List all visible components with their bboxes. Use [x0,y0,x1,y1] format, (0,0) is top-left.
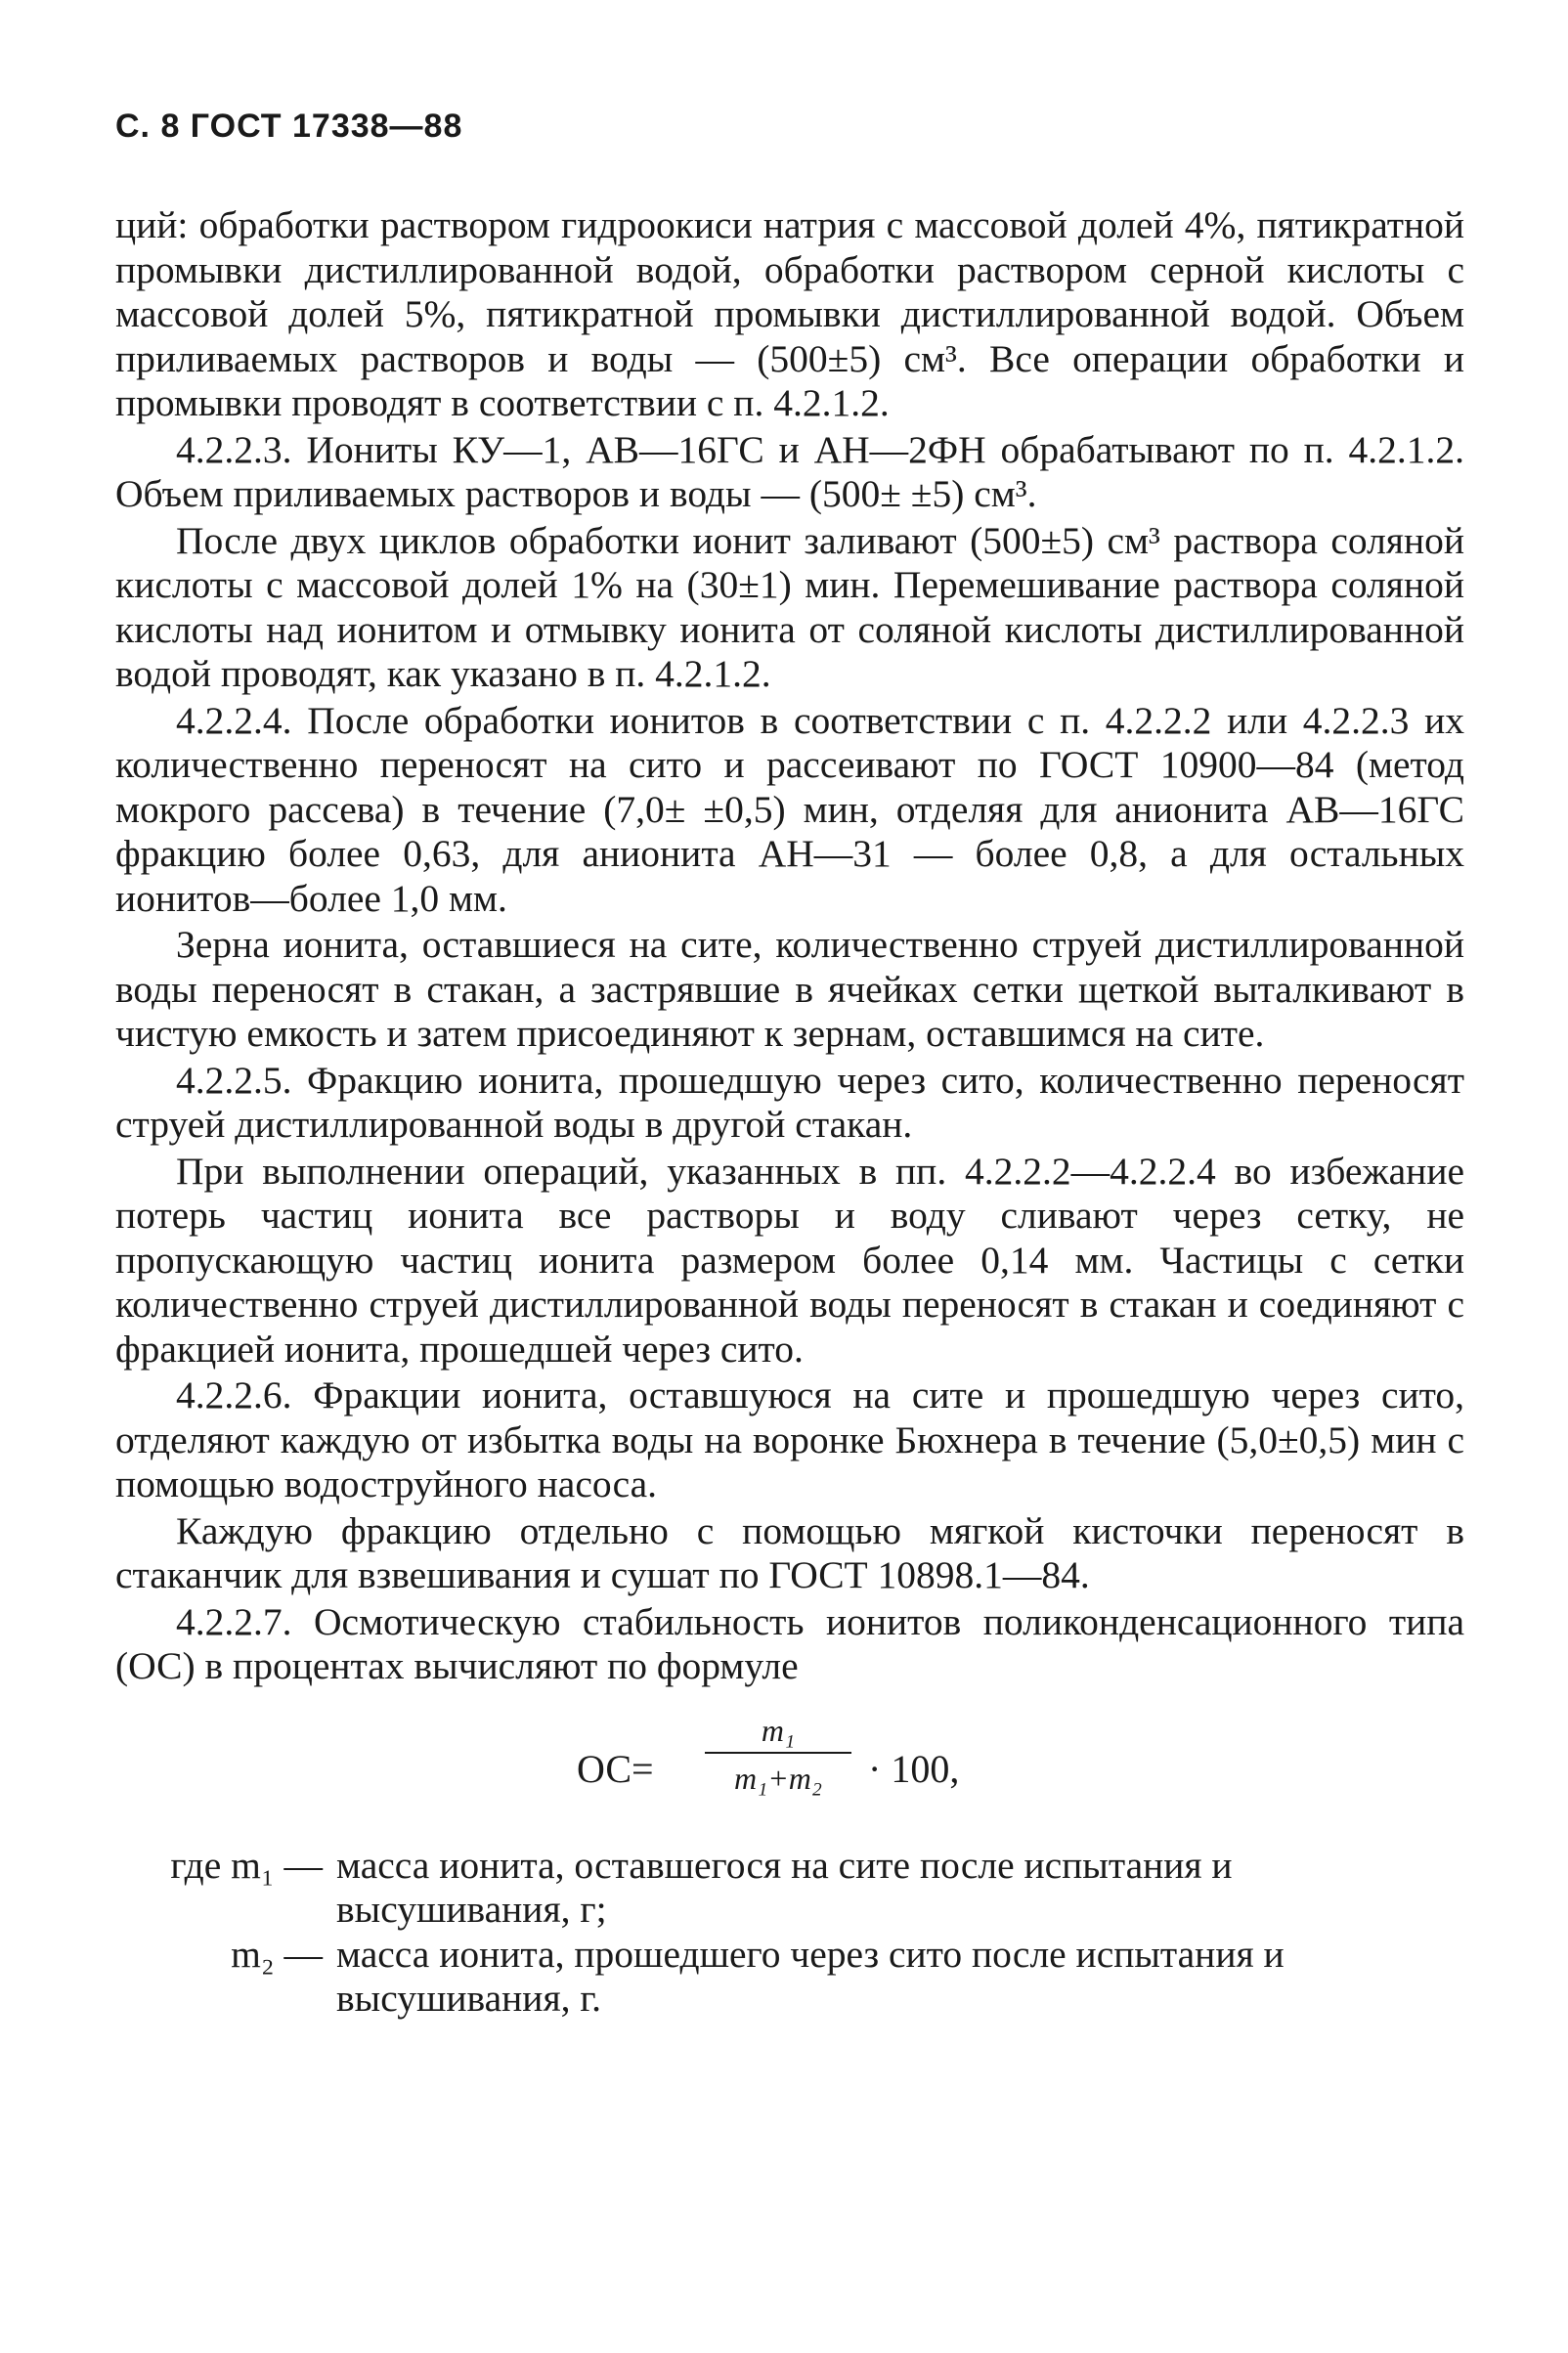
page-header: С. 8 ГОСТ 17338—88 [115,108,463,145]
definition-m2 [115,1933,1464,2022]
paragraph-3: После двух циклов обработки ионит заливают (500±5) см³ раствора соляной кислоты с массовой долей 1% на (30±1) мин. Перемешивание раствора соляной кислоты над ионитом и отмывку ионита от соляной кислоты дистиллированной водой проводят, как указано в п. 4.2.1.2. [115,518,1464,695]
paragraph-2: 4.2.2.3. Иониты КУ—1, АВ—16ГС и АН—2ФН обрабатывают по п. 4.2.1.2. Объем приливаемых растворов и воды — (500± ±5) см³. [115,427,1464,515]
definition-m1 [115,1844,1464,1933]
paragraph-7: При выполнении операций, указанных в пп. 4.2.2.2—4.2.2.4 во избежание потерь частиц ионита все растворы и воду сливают через сетку, не пропускающую частиц ионита размером более 0,14 мм. Частицы с сетки количественно струей дистиллированной воды переносят в стакан и соединяют с фракцией ионита, прошедшей через сито. [115,1149,1464,1371]
formula-os [115,1709,1464,1826]
paragraph-1: ций: обработки раствором гидроокиси натрия с массовой долей 4%, пятикратной промывки дистиллированной водой, обработки раствором серной кислоты с массовой долей 5%, пятикратной промывки дистиллированной водой. Объем приливаемых растворов и воды — (500±5) см³. Все операции обработки и промывки проводят в соответствии с п. 4.2.1.2. [115,203,1464,424]
document-page [115,108,1464,2022]
definition-term: m₂ — [231,1932,323,1976]
paragraph-5: Зерна ионита, оставшиеся на сите, количественно струей дистиллированной воды переносят в стакан, а застрявшие в ячейках сетки щеткой выталкивают в чистую емкость и затем присоединяют к зернам, оставшимся на сите. [115,923,1464,1055]
paragraph-10: 4.2.2.7. Осмотическую стабильность ионитов поликонденсационного типа (ОС) в процентах вычисляют по формуле [115,1599,1464,1687]
formula-denominator: m₁+m₂ [733,1760,823,1796]
paragraph-4: 4.2.2.4. После обработки ионитов в соответствии с п. 4.2.2.2 или 4.2.2.3 их количественно переносят на сито и рассеивают по ГОСТ 10900—84 (метод мокрого рассева) в течение (7,0± ±0,5) мин, отделяя для анионита АВ—16ГС фракцию более 0,63, для анионита АН—31 — более 0,8, а для остальных ионитов—более 1,0 мм. [115,698,1464,920]
paragraph-6: 4.2.2.5. Фракцию ионита, прошедшую через сито, количественно переносят струей дистиллированной воды в другой стакан. [115,1058,1464,1146]
definitions-list [115,1844,1464,2022]
formula-lhs: ОС= [577,1746,654,1791]
formula-numerator: m₁ [761,1712,796,1748]
paragraph-8: 4.2.2.6. Фракции ионита, оставшуюся на сите и прошедшую через сито, отделяют каждую от избытка воды на воронке Бюхнера в течение (5,0±0,5) мин с помощью водоструйного насоса. [115,1373,1464,1505]
definition-term: где m₁ — [170,1843,323,1887]
formula-fraction [700,1709,856,1797]
definition-description: масса ионита, прошедшего через сито после испытания и высушивания, г. [336,1932,1285,2020]
paragraph-9: Каждую фракцию отдельно с помощью мягкой кисточки переносят в стаканчик для взвешивания и сушат по ГОСТ 10898.1—84. [115,1508,1464,1596]
definition-description: масса ионита, оставшегося на сите после испытания и высушивания, г; [336,1843,1233,1931]
formula-rhs: · 100, [868,1746,960,1791]
